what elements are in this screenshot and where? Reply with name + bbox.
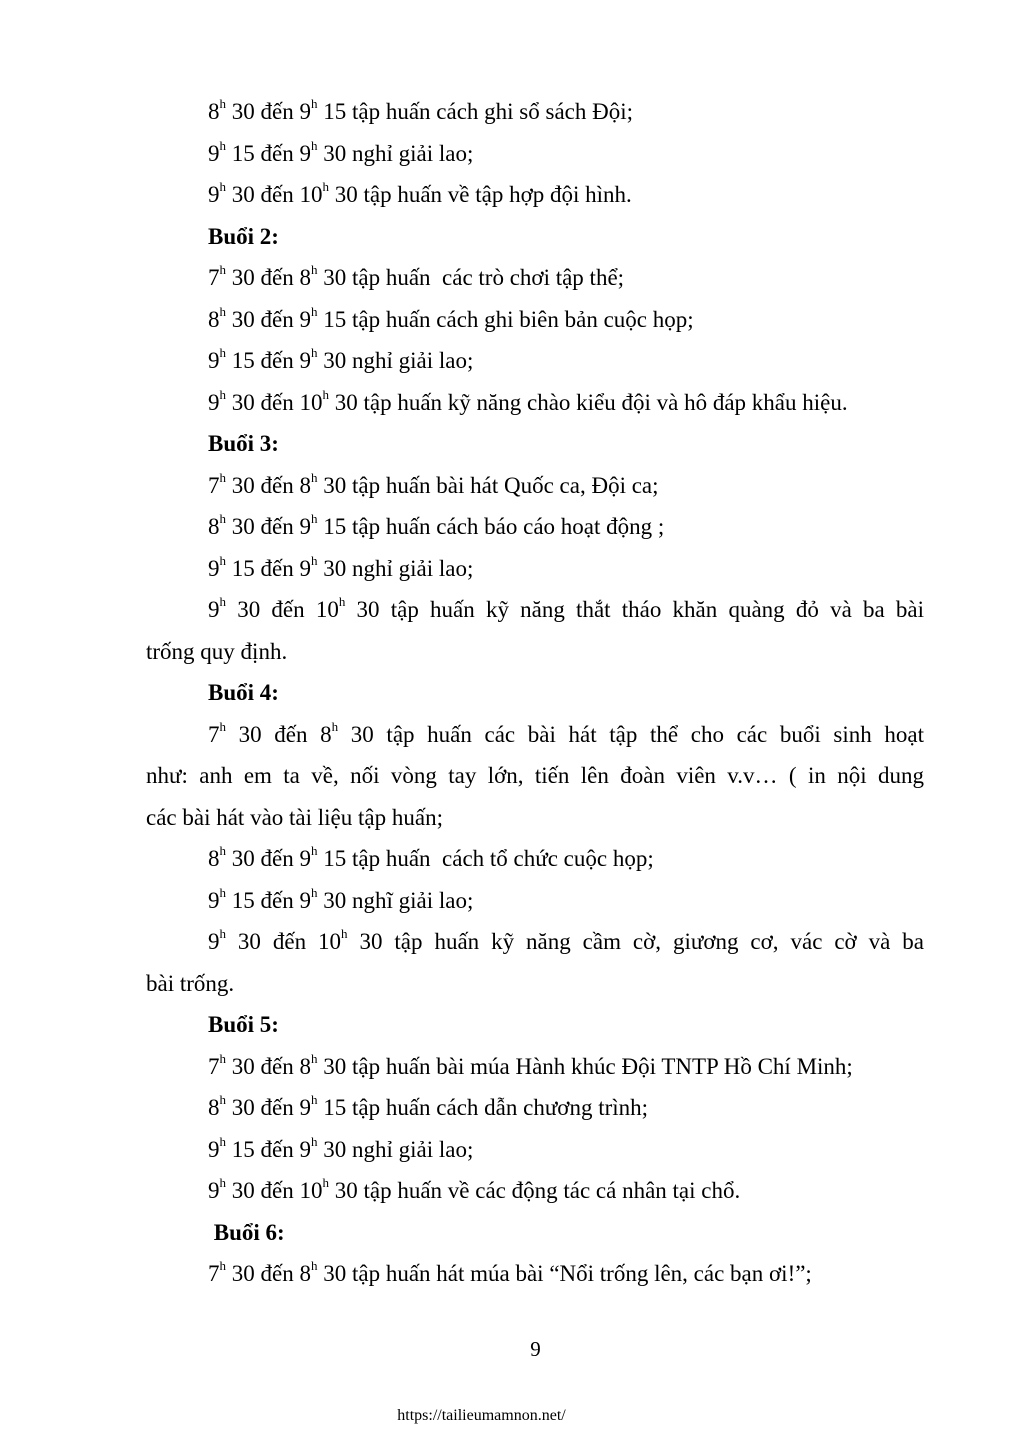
schedule-line: 9$^h$ 15 đến 9$^h$ 30 nghĩ giải lao; bbox=[208, 885, 474, 913]
continuation-line: bài trống. bbox=[146, 971, 235, 996]
schedule-line: 7$^h$ 30 đến 8$^h$ 30 tập huấn các trò chơi tập thể; bbox=[208, 262, 625, 290]
schedule-line: 9$^h$ 30 đến 10$^h$ 30 tập huấn kỹ năng thắt tháo khăn quàng đỏ và ba bài bbox=[208, 594, 924, 622]
schedule-line: 7$^h$ 30 đến 8$^h$ 30 tập huấn các bài hát tập thể cho các buổi sinh hoạt bbox=[208, 719, 924, 747]
page-number: 9 bbox=[530, 1337, 541, 1361]
schedule-line: 9$^h$ 30 đến 10$^h$ 30 tập huấn về tập hợp đội hình. bbox=[208, 179, 632, 207]
schedule-line: 8$^h$ 30 đến 9$^h$ 15 tập huấn cách ghi biên bản cuộc họp; bbox=[208, 304, 694, 332]
continuation-line: trống quy định. bbox=[146, 639, 288, 664]
schedule-line: 9$^h$ 15 đến 9$^h$ 30 nghỉ giải lao; bbox=[208, 1134, 474, 1162]
session-heading: Buổi 3: bbox=[208, 431, 279, 456]
continuation-line: như: anh em ta về, nối vòng tay lớn, tiến lên đoàn viên v.v… ( in nội dung bbox=[146, 763, 924, 788]
schedule-line: 8$^h$ 30 đến 9$^h$ 15 tập huấn cách dẫn chương trình; bbox=[208, 1092, 649, 1120]
schedule-line: 7$^h$ 30 đến 8$^h$ 30 tập huấn bài hát Quốc ca, Đội ca; bbox=[208, 470, 659, 498]
schedule-line: 8$^h$ 30 đến 9$^h$ 15 tập huấn cách ghi sổ sách Đội; bbox=[208, 96, 633, 124]
schedule-line: 8$^h$ 30 đến 9$^h$ 15 tập huấn cách báo cáo hoạt động ; bbox=[208, 511, 665, 539]
schedule-line: 9$^h$ 15 đến 9$^h$ 30 nghỉ giải lao; bbox=[208, 553, 474, 581]
schedule-line: 9$^h$ 30 đến 10$^h$ 30 tập huấn về các động tác cá nhân tại chổ. bbox=[208, 1175, 741, 1203]
schedule-line: 9$^h$ 15 đến 9$^h$ 30 nghỉ giải lao; bbox=[208, 138, 474, 166]
session-heading: Buổi 4: bbox=[208, 680, 279, 705]
session-heading: Buổi 5: bbox=[208, 1012, 279, 1037]
continuation-line: các bài hát vào tài liệu tập huấn; bbox=[146, 805, 443, 830]
footer-url[interactable]: https://tailieumamnon.net/ bbox=[397, 1407, 566, 1424]
schedule-line: 8$^h$ 30 đến 9$^h$ 15 tập huấn cách tổ chức cuộc họp; bbox=[208, 843, 654, 871]
schedule-line: 7$^h$ 30 đến 8$^h$ 30 tập huấn bài múa Hành khúc Đội TNTP Hồ Chí Minh; bbox=[208, 1051, 853, 1079]
session-heading: Buổi 6: bbox=[208, 1220, 285, 1245]
schedule-line: 9$^h$ 15 đến 9$^h$ 30 nghỉ giải lao; bbox=[208, 345, 474, 373]
schedule-line: 9$^h$ 30 đến 10$^h$ 30 tập huấn kỹ năng cầm cờ, giương cơ, vác cờ và ba bbox=[208, 926, 924, 954]
schedule-line: 9$^h$ 30 đến 10$^h$ 30 tập huấn kỹ năng chào kiểu đội và hô đáp khẩu hiệu. bbox=[208, 387, 848, 415]
session-heading: Buổi 2: bbox=[208, 224, 279, 249]
schedule-line: 7$^h$ 30 đến 8$^h$ 30 tập huấn hát múa bài “Nổi trống lên, các bạn ơi!”; bbox=[208, 1258, 812, 1286]
